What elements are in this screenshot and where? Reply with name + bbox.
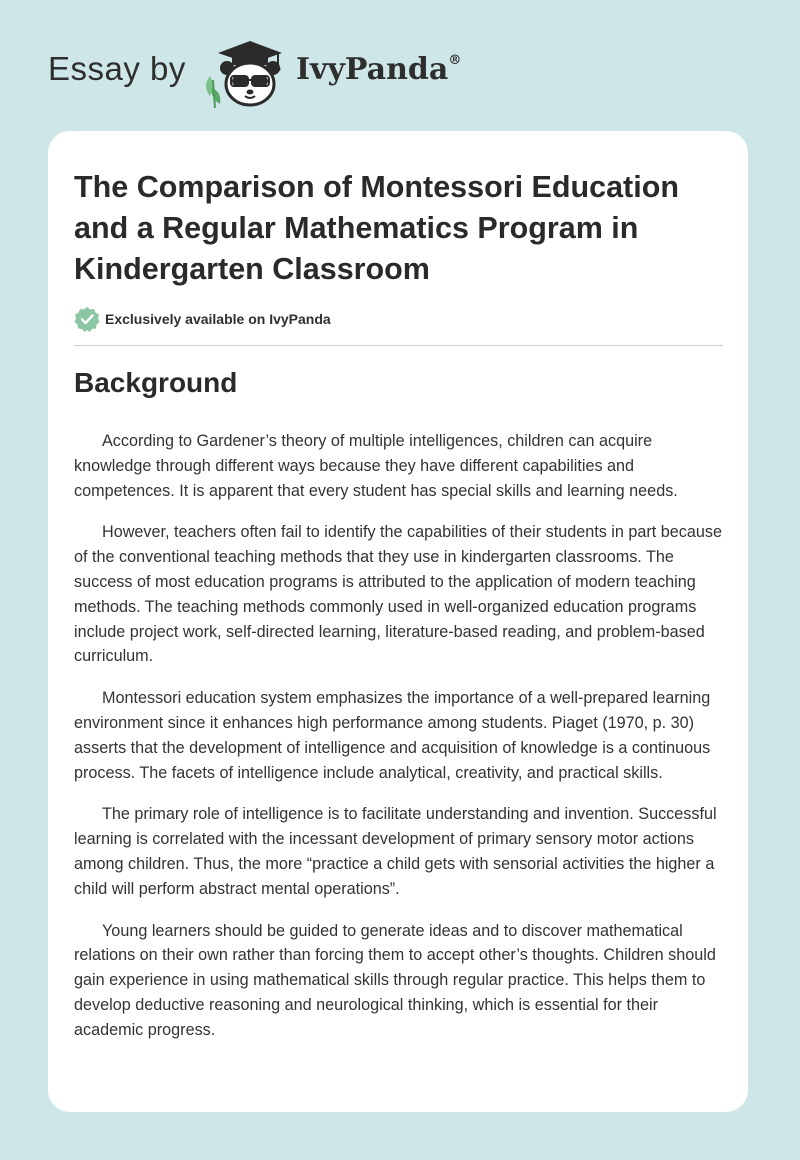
brand-name[interactable]: IvyPanda® bbox=[296, 52, 462, 87]
site-header bbox=[0, 0, 800, 120]
paragraph: According to Gardener’s theory of multiple intelligences, children can acquire knowledge through different ways because they have different capabilities and competences. It is apparent that every student has special skills and learning needs. bbox=[74, 432, 678, 500]
registered-mark: ® bbox=[448, 53, 462, 68]
exclusive-badge bbox=[74, 306, 331, 332]
article-card bbox=[48, 131, 748, 1112]
article-body bbox=[74, 429, 724, 1060]
check-circle-icon bbox=[74, 306, 100, 332]
essay-by-label: Essay by bbox=[48, 50, 186, 87]
paragraph: Young learners should be guided to generate ideas and to discover mathematical relations on their own rather than forcing them to accept other’s thoughts. Children should gain experience in using mathematical skills through regular practice. This helps them to develop deductive reasoning and neurological thinking, which is essential for their academic progress. bbox=[74, 921, 716, 1039]
exclusive-badge-label: Exclusively available on IvyPanda bbox=[105, 311, 331, 327]
panda-graduation-cap-icon[interactable] bbox=[198, 36, 294, 110]
article-title: The Comparison of Montessori Education and a Regular Mathematics Program in Kindergarten Classroom bbox=[74, 170, 679, 286]
section-heading: Background bbox=[74, 367, 238, 398]
paragraph: Montessori education system emphasizes the importance of a well-prepared learning environment since it enhances high performance among students. Piaget (1970, p. 30) asserts that the development of intelligence and acquisition of knowledge is a continuous process. The facets of intelligence include analytical, creativity, and practical skills. bbox=[74, 689, 711, 782]
divider bbox=[74, 345, 723, 346]
paragraph: The primary role of intelligence is to facilitate understanding and invention. Successful learning is correlated with the incessant development of primary sensory motor actions among children. Thus, the more “practice a child gets with sensorial activities the higher a child will perform abstract mental operations”. bbox=[74, 805, 717, 898]
paragraph: However, teachers often fail to identify the capabilities of their students in part because of the conventional teaching methods that they use in kindergarten classrooms. The success of most education programs is attributed to the application of modern teaching methods. The teaching methods commonly used in well-organized education programs include project work, self-directed learning, literature-based reading, and problem-based curriculum. bbox=[74, 523, 722, 666]
